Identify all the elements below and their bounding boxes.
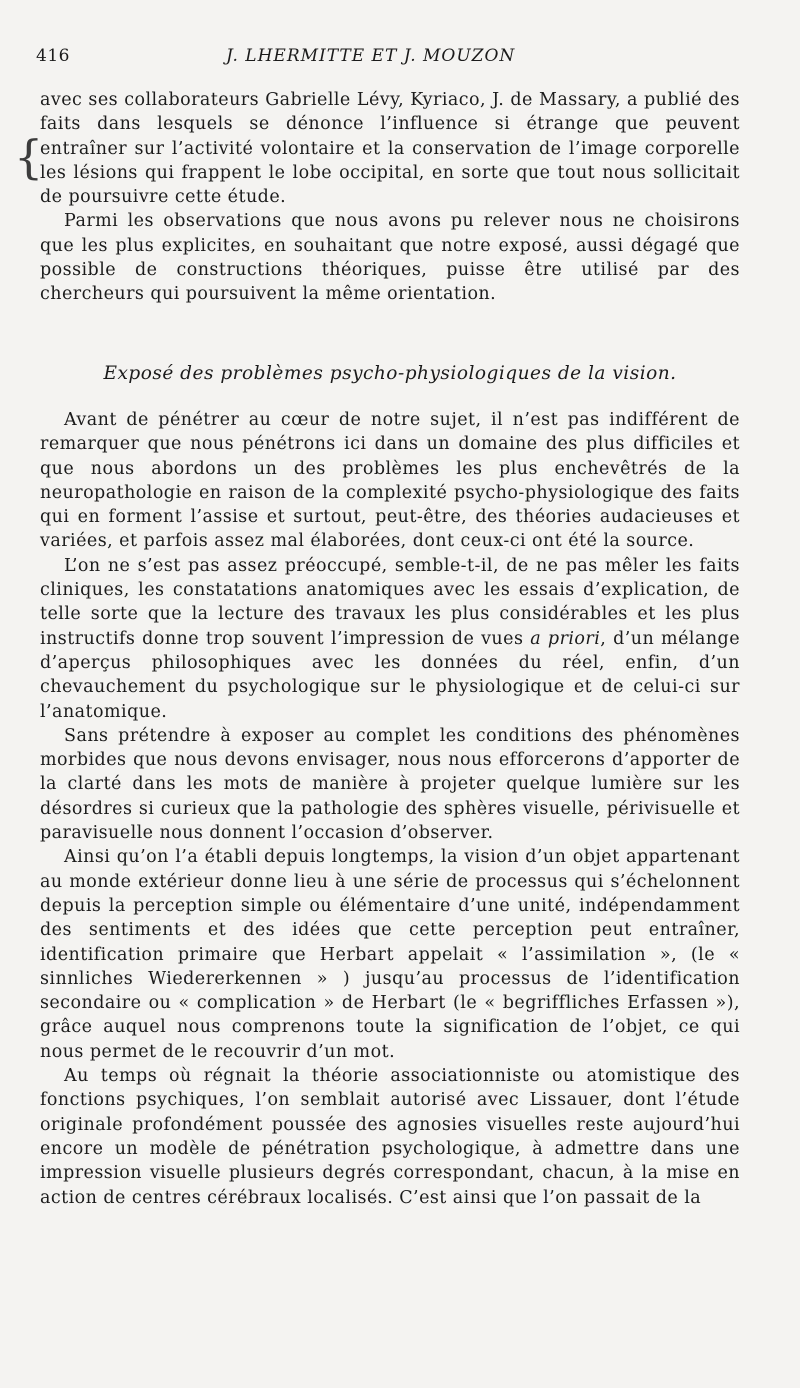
margin-bracket-mark: { [14, 130, 44, 184]
paragraph: Avant de pénétrer au cœur de notre sujet, il n’est pas indifférent de remarquer que nous pénétrons ici dans un domaine des plus difficiles et que nous abordons un des problèmes les plus enchevêtrés de la neuropathologie en raison de la complexité psycho-physiologique des faits qui en forment l’assise et surtout, peut-être, des théories audacieuses et variées, et parfois assez mal élaborées, dont ceux-ci ont été la source. [40, 410, 740, 552]
paragraph [40, 554, 740, 724]
paragraph: Parmi les observations que nous avons pu relever nous ne choisirons que les plus explicites, en souhaitant que notre exposé, aussi dégagé que possible de constructions théoriques, puisse être utilisé par des chercheurs qui poursuivent la même orientation. [40, 211, 740, 305]
italic-phrase: a priori [530, 628, 601, 649]
paragraph-text: L’on ne s’est pas assez préoccupé, semble-t-il, de ne pas mêler les faits cliniques, les constatations anatomiques avec les essais d’explication, de telle sorte que la lecture des travaux les plus considérables et les plus instructifs donne trop souvent l’impression de vues [40, 555, 740, 649]
page-number: 416 [36, 46, 70, 66]
intro-text [40, 88, 740, 307]
section-text [40, 408, 740, 1210]
running-head [36, 46, 752, 72]
running-title: J. LHERMITTE ET J. MOUZON [226, 46, 516, 66]
section-heading: Exposé des problèmes psycho-physiologiques de la vision. [103, 363, 677, 384]
paragraph: Ainsi qu’on l’a établi depuis longtemps, la vision d’un objet appartenant au monde extérieur donne lieu à une série de processus qui s’échelonnent depuis la perception simple ou élémentaire d’une unité, indépendamment des sentiments et des idées que cette perception peut entraîner, identification primaire que Herbart appelait « l’assimilation », (le « sinnliches Wiedererkennen » ) jusqu’au processus de l’identification secondaire ou « complication » de Herbart (le « begriffliches Erfassen »), grâce auquel nous comprenons toute la signification de l’objet, ce qui nous permet de le recouvrir d’un mot. [40, 847, 740, 1062]
paragraph: Au temps où régnait la théorie associationniste ou atomistique des fonctions psychiques, l’on semblait autorisé avec Lissauer, dont l’étude originale profondément poussée des agnosies visuelles reste aujourd’hui encore un modèle de pénétration psychologique, à admettre dans une impression visuelle plusieurs degrés correspondant, chacun, à la mise en action de centres cérébraux localisés. C’est ainsi que l’on passait de la [40, 1066, 740, 1208]
paragraph-text: , d’un mélange d’aperçus philosophiques avec les données du réel, enfin, d’un chevauchement du psychologique sur le physiologique et de celui-ci sur l’anatomique. [40, 628, 741, 722]
paragraph-continued: avec ses collaborateurs Gabrielle Lévy, Kyriaco, J. de Massary, a publié des faits dans lesquels se dénonce l’influence si étrange que peuvent entraîner sur l’activité volontaire et la conservation de l’image corporelle les lésions qui frappent le lobe occipital, en sorte que tout nous sollicitait de poursuivre cette étude. [40, 90, 740, 208]
paragraph: Sans prétendre à exposer au complet les conditions des phénomènes morbides que nous devons envisager, nous nous efforcerons d’apporter de la clarté dans les mots de manière à projeter quelque lumière sur les désordres si curieux que la pathologie des sphères visuelle, périvisuelle et paravisuelle nous donnent l’occasion d’observer. [40, 725, 740, 844]
